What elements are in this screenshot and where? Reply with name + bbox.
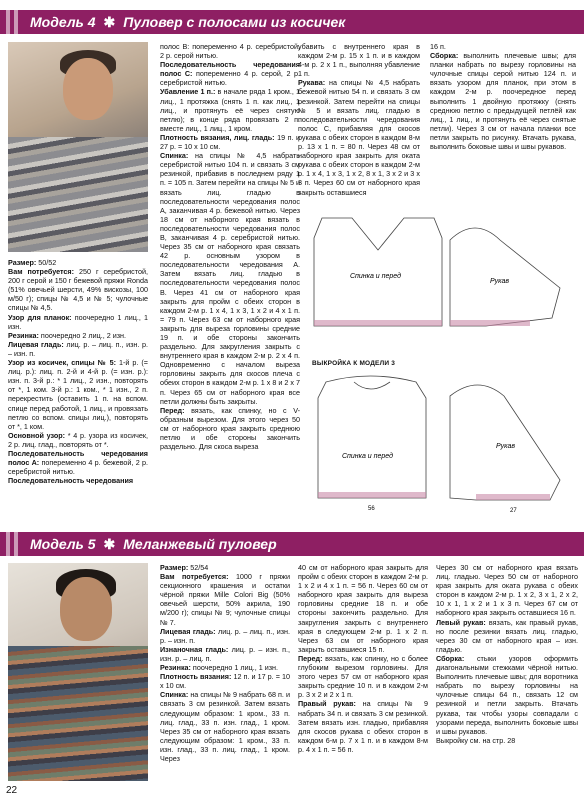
paragraph-heading: Плотность вязания: xyxy=(160,672,232,682)
paragraph xyxy=(160,645,290,663)
schema-sleeve-label: Рукав xyxy=(490,278,510,285)
paragraph-text: попеременно 4 р. серой, 2 р. серебристой нитью. xyxy=(160,69,300,88)
paragraph-heading: Лицевая гладь: xyxy=(160,626,216,636)
paragraph-heading: Размер: xyxy=(160,563,189,572)
paragraph-text: лиц. р. – лиц. п., изн. р. – изн. п. xyxy=(160,626,290,645)
paragraph xyxy=(298,42,420,78)
paragraph-text: стыки узоров оформить диагональными стежками чёрной нитью. Выполнить плечевые швы; для воротника набрать по вырезу горловины на чулочные спицы 64 п., связать 12 см резинкой и петли закрыть. Втачать рукава, так чтобы узоры совпадали с узорами переда, выполнить боковые швы и швы рукавов. xyxy=(436,653,578,736)
paragraph-heading: Рукава: xyxy=(298,78,326,88)
paragraph-text: на спицы № 9 набрать 68 п. и связать 3 см резинкой. Затем вязать следующим образом: 1 кром., 33 п. лиц. глад., 33 п. изн. глад., 1 кром. Через 35 см от наборного края вязать следующим образом: 1 кром., 33 п. изн. глад., 33 п. лиц. глад., 1 кром. Через xyxy=(160,690,290,763)
model5-photo xyxy=(8,563,148,781)
paragraph-text: лиц. р. – изн. п., изн. р. – лиц. п. xyxy=(160,644,290,663)
model5-number: Модель 5 xyxy=(30,536,96,552)
paragraph xyxy=(436,736,578,745)
paragraph-text: 1000 г пряжи секционного крашения и остатки чёрной пряжи Mille Colori Big (50% овечьей шерсти, 50% акрила, 190 м/200 г); спицы № 9; чулочные спицы № 7. xyxy=(160,572,290,627)
paragraph-heading: Последовательность чередования полос А: xyxy=(8,448,148,468)
model5-title: Меланжевый пуловер xyxy=(123,536,277,552)
paragraph-text: 16 п. xyxy=(430,42,446,51)
paragraph-heading: Спинка: xyxy=(160,151,189,161)
paragraph-text: на спицы № 9 набрать 34 п. и связать 3 см резинкой. Затем вязать изн. гладью, прибавляя для скосов рукава с обеих сторон в каждом 6-м р. 7 х 1 п. и в каждом 8-м р. 4 х 1 п. = 56 п. xyxy=(298,699,428,754)
paragraph-heading: Сборка: xyxy=(436,653,465,663)
schema-body-label: Спинка и перед xyxy=(350,273,401,280)
paragraph-text: 1-й р. (= лиц. р.): лиц. п. 2-й и 4-й р. (= изн. р.): изн. п. 3-й р.: * 1 лиц., 2 изн., повторять от *, 1 ком. 3-й р.: 1 ком., * 1 изн., 2 п. перекрестить (оставить 1 п. на вспом. спице перед работой, 1 лиц., и провязать петлю со вспом. спицы лиц.), повторять от *, 1 ком. xyxy=(8,358,148,431)
paragraph-heading: Вам потребуется: xyxy=(8,267,75,277)
paragraph-text: вязать, как спинку, но с более глубоким вырезом горловины. Для этого через 57 см от наборного края закрыть средние 10 п. и в каждом 2-м р. 3 х 2 и 2 х 1 п. xyxy=(298,653,428,700)
paragraph xyxy=(298,78,420,196)
paragraph-heading: Вам потребуется: xyxy=(160,572,229,582)
paragraph-text: вязать, как правый рукав, но после резинки вязать лиц. гладью, через 30 см от наборного края – изн. гладью. xyxy=(436,617,578,654)
paragraph-heading: Перед: xyxy=(160,405,185,415)
paragraph xyxy=(436,654,578,736)
model5-col3 xyxy=(436,563,578,745)
schema-body-outline xyxy=(314,218,442,326)
star-icon: ✱ xyxy=(103,13,116,30)
model3-body-dim: 56 xyxy=(368,506,375,512)
paragraph xyxy=(160,563,290,572)
paragraph-text: поочередно 1 лиц., 1 изн. xyxy=(8,312,148,331)
paragraph xyxy=(160,133,300,151)
paragraph-text: * 4 р. узора из косичек, 2 р. лиц. глад., повторять от *. xyxy=(8,430,148,449)
paragraph xyxy=(8,267,148,312)
model3-sleeve-dim: 27 xyxy=(510,508,517,514)
paragraph xyxy=(430,42,576,51)
paragraph xyxy=(160,60,300,87)
paragraph-heading: Узор для планок: xyxy=(8,312,72,322)
paragraph-text: выполнить плечевые швы; для планки набрать по вырезу горловины на чулочные спицы серой нитью 124 п. и вязать узором для планок, при этом в каждом 2-м р. поочередное перед выполнить 1 двойную протяжку (снять среднюю петлю с предыдущей петлёй как лиц., 1 лиц., и протянуть её через снятые петли). Через 3 см от начала планки все петли закрыть по рисунку. Втачать рукава, выполнить боковые швы и швы рукавов. xyxy=(430,51,576,152)
paragraph xyxy=(160,663,290,672)
model4-title: Пуловер с полосами из косичек xyxy=(123,14,346,30)
paragraph xyxy=(8,258,148,267)
paragraph xyxy=(160,572,290,627)
paragraph-text: попеременно 4 р. бежевой, 2 р. серебристой нитью. xyxy=(8,458,148,477)
paragraph xyxy=(436,563,578,618)
paragraph xyxy=(436,618,578,654)
paragraph xyxy=(8,313,148,331)
paragraph xyxy=(298,654,428,699)
paragraph-text: поочередно 1 лиц., 1 изн. xyxy=(190,663,278,673)
paragraph xyxy=(160,672,290,690)
paragraph xyxy=(160,87,300,132)
paragraph-heading: Перед: xyxy=(298,653,323,663)
model4-photo xyxy=(8,42,148,252)
paragraph-text: лиц. р. – лиц. п., изн. р. – изн. п. xyxy=(8,339,148,358)
paragraph-text: 52/54 xyxy=(188,563,209,572)
model5-banner xyxy=(0,532,584,556)
paragraph-heading: Сборка: xyxy=(430,51,459,61)
paragraph-heading: Последовательность чередования xyxy=(8,476,134,486)
model4-schema xyxy=(300,208,584,338)
model5-col2 xyxy=(298,563,428,754)
page-number: 22 xyxy=(6,785,18,796)
model3-schema xyxy=(300,370,584,520)
paragraph xyxy=(8,476,148,485)
paragraph xyxy=(8,331,148,340)
paragraph-text: 12 п. и 17 р. = 10 х 10 см. xyxy=(160,672,291,691)
model4-col2 xyxy=(160,42,300,451)
paragraph-text: 19 п. и 27 р. = 10 х 10 см. xyxy=(160,132,301,152)
paragraph-text: на спицы № 4,5 набрать бежевой нитью 54 п. и связать 3 см резинкой. Затем перейти на спицы № 5 и вязать лиц. гладью в последовательности чередования полос С, прибавляя для скосов рукава с обеих сторон в каждом 8-м р. 13 х 1 п. = 80 п. Через 48 см от наборного края закрыть для оката рукава с обеих сторон в каждом 2-м р. 1 х 4, 1 х 3, 1 х 2, 8 х 1, 3 х 2 и 3 х 3 п. Через 60 см от наборного края закрыть оставшиеся xyxy=(298,78,420,197)
model4-banner xyxy=(0,10,584,34)
model4-col1 xyxy=(8,258,148,485)
paragraph-text: 50/52 xyxy=(36,258,57,267)
paragraph-heading: Резинка: xyxy=(8,330,39,340)
paragraph-heading: Основной узор: xyxy=(8,430,66,440)
star-icon: ✱ xyxy=(103,535,116,552)
paragraph xyxy=(430,51,576,151)
paragraph-text: Выкройку см. на стр. 28 xyxy=(436,735,516,745)
paragraph-text: на спицы № 4,5 набрать серебристой нитью 104 п. и связать 3 см резинкой, прибавив в последнем ряду 1 п. = 105 п. Затем перейти на спицы № 5 и вязать лиц. гладью в последовательности чередования полос А, заканчивая 4 р. бежевой нитью. Через 18 см от наборного края вязать в последовательности чередования полос В, заканчивая 4 р. серебристой нитью. Через 35 см от наборного края связать 42 р. основным узором в последовательности чередования А. Затем вязать лиц. гладью в последовательности чередования полос В. Через 41 см от наборного края закрыть для пройм с обеих сторон в каждом 2-м р. 1 х 4, 1 х 3, 1 х 2 и 4 х 1 п. = 79 п. Через 63 см от наборного края закрыть для выреза горловины средние 19 п. и обе стороны закончить раздельно. Для закругления закрыть с внутреннего края в каждом 2-м р. 2 х 4 п. Одновременно с началом выреза горловины закрыть для скосов плеча с обеих сторон в каждом 2-м р. 1 х 8 и 2 х 7 п. Через 65 см от наборного края все петли должны быть закрыты. xyxy=(160,151,300,406)
paragraph xyxy=(160,151,300,406)
paragraph-heading: Изнаночная гладь: xyxy=(160,644,229,654)
paragraph-heading: Размер: xyxy=(8,258,37,267)
schema-sleeve-outline xyxy=(450,228,560,326)
paragraph xyxy=(298,699,428,754)
paragraph-heading: Последовательность чередования полос С: xyxy=(160,60,300,79)
paragraph-heading: Убавление 1 п.: xyxy=(160,87,216,97)
model3-body-label: Спинка и перед xyxy=(342,453,393,460)
paragraph-heading: Правый рукав: xyxy=(298,699,356,709)
paragraph-text: поочередно 2 лиц., 2 изн. xyxy=(38,330,126,340)
paragraph xyxy=(8,358,148,431)
paragraph-heading: Лицевая гладь: xyxy=(8,339,64,349)
paragraph-heading: Узор из косичек, спицы № 5: xyxy=(8,358,116,368)
paragraph xyxy=(8,340,148,358)
model3-sleeve-label: Рукав xyxy=(496,443,516,450)
model5-col1 xyxy=(160,563,290,763)
model4-col3 xyxy=(298,42,420,197)
paragraph-heading: Резинка: xyxy=(160,663,191,673)
paragraph xyxy=(160,42,300,60)
paragraph-heading: Плотность вязания, лиц. гладь: xyxy=(160,132,275,142)
paragraph-text: в начале ряда 1 кром., 1 лиц., 1 протяжка (снять 1 п. как лиц., 1 лиц., и протянуть её через снятую петлю); в конце ряда провязать 2 п. вместе лиц., 1 лиц., 1 кром. xyxy=(160,87,300,133)
paragraph-heading: Левый рукав: xyxy=(436,617,486,627)
paragraph-text: Через 30 см от наборного края вязать лиц. гладью. Через 50 см от наборного края закрыть для оката рукава с обеих сторон в каждом 2-м р. 1 х 2, 3 х 1, 2 х 2, 10 х 1, 1 х 2 и 1 х 3 п. Через 67 см от наборного края закрыть оставшиеся 16 п. xyxy=(436,563,578,618)
paragraph xyxy=(298,563,428,654)
model4-number: Модель 4 xyxy=(30,14,96,30)
model4-col4 xyxy=(430,42,576,151)
paragraph-text: 40 см от наборного края закрыть для пройм с обеих сторон в каждом 2-м р. 1 х 2 и 4 х 1 п. = 56 п. Через 60 см от наборного края закрыть для выреза горловины средние 18 п. и обе стороны закончить раздельно. Для закругления закрыть с внутреннего края в следующем 2-м р. 1 х 2 п. Через 63 см от наборного края закрыть оставшиеся 15 п. xyxy=(298,563,428,654)
paragraph xyxy=(8,431,148,449)
paragraph-text: 250 г серебристой, 200 г серой и 150 г бежевой пряжи Ronda (51% овечьей шерсти, 49% вискозы, 100 м/50 г); спицы № 4,5 и № 5; чулочные спицы № 4,5. xyxy=(8,267,148,313)
paragraph xyxy=(160,690,290,763)
paragraph-text: вязать, как спинку, но с V-образным вырезом. Для этого через 50 см от наборного края закрыть среднюю петлю и обе стороны закончить раздельно. Для скоса выреза xyxy=(160,405,300,452)
paragraph xyxy=(8,449,148,476)
paragraph-text: убавить с внутреннего края в каждом 2-м р. 15 х 1 п. и в каждом 4-м р. 2 х 1 п., выполняя убавление 1 п. xyxy=(298,42,420,79)
paragraph-heading: Спинка: xyxy=(160,690,189,700)
paragraph xyxy=(160,627,290,645)
model3-schema-title: ВЫКРОЙКА К МОДЕЛИ 3 xyxy=(312,360,396,367)
paragraph-text: полос В: попеременно 4 р. серебристой, 2 р. серой нитью. xyxy=(160,42,300,61)
paragraph xyxy=(160,406,300,451)
